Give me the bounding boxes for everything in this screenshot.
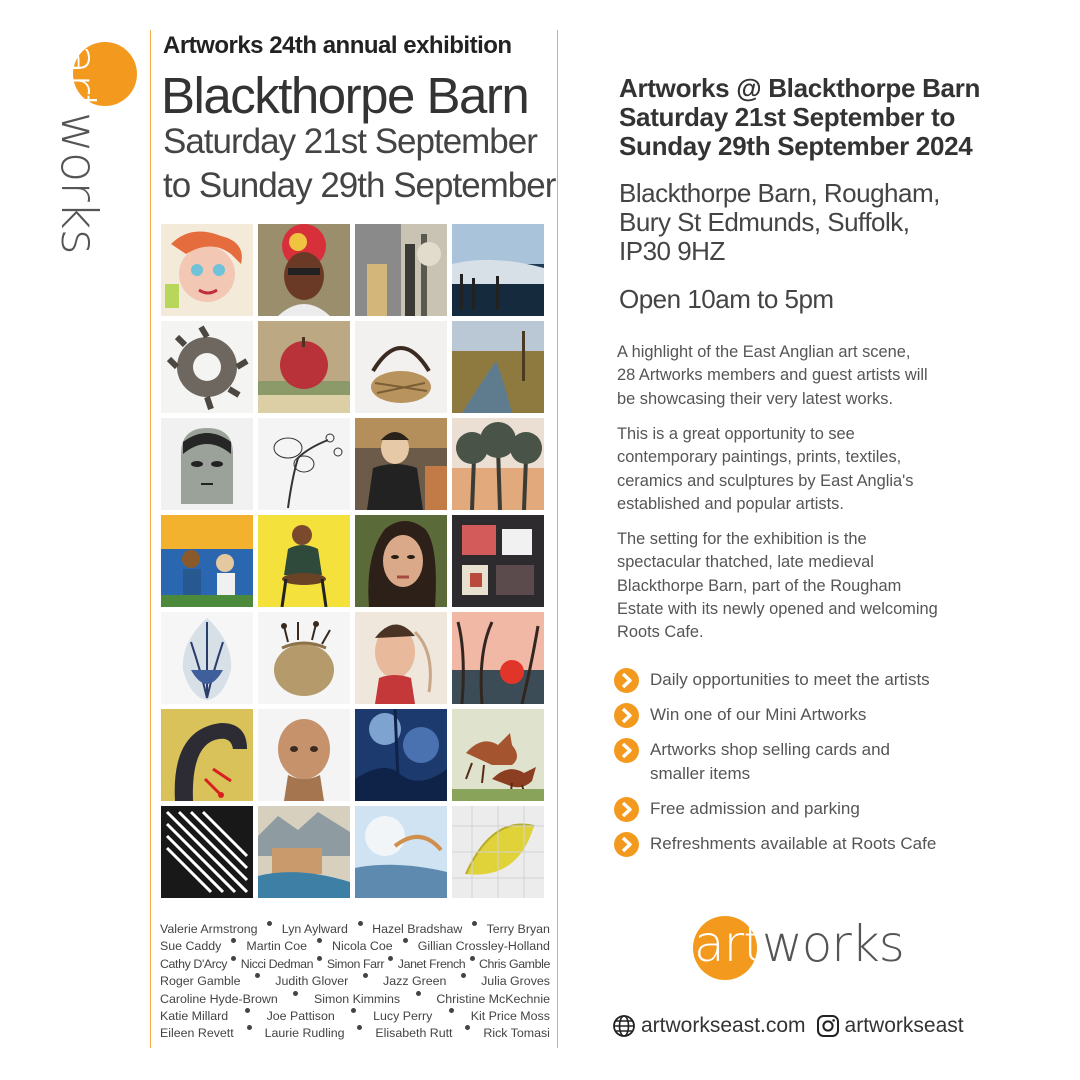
artwork-thumbnail: [355, 515, 447, 607]
website-link[interactable]: artworkseast.com: [641, 1014, 806, 1037]
opening-hours: Open 10am to 5pm: [619, 284, 834, 314]
event-title: [619, 74, 1039, 161]
event-title-line: Saturday 21st September to: [619, 102, 956, 132]
artwork-thumbnail: [258, 321, 350, 413]
event-title-line: Artworks @ Blackthorpe Barn: [619, 73, 981, 103]
venue-title: Blackthorpe Barn: [161, 67, 529, 124]
feature-item: [614, 738, 890, 786]
chevron-right-icon: [614, 738, 639, 763]
paragraph-line: 28 Artworks members and guest artists will: [617, 366, 928, 385]
paragraph-line: established and popular artists.: [617, 494, 844, 513]
artist-name: Simon Kimmins: [314, 991, 401, 1006]
artwork-thumbnail: [452, 709, 544, 801]
artist-name: Chris Gamble: [479, 956, 550, 971]
artist-name: Rick Tomasi: [483, 1026, 550, 1041]
separator-dot: [255, 973, 260, 978]
date-line-1: Saturday 21st September: [163, 122, 537, 161]
address-line: Bury St Edmunds, Suffolk,: [619, 207, 910, 237]
artwork-thumbnail: [452, 321, 544, 413]
artwork-thumbnail: [161, 612, 253, 704]
artist-name: Julia Groves: [481, 974, 550, 989]
paragraph-line: Roots Cafe.: [617, 623, 704, 642]
artwork-thumbnail: [355, 321, 447, 413]
separator-dot: [465, 1025, 470, 1030]
intro-paragraph: [617, 341, 987, 411]
address-line: Blackthorpe Barn, Rougham,: [619, 178, 940, 208]
artwork-thumbnail: [452, 515, 544, 607]
artist-name: Cathy D'Arcy: [160, 956, 228, 971]
chevron-right-icon: [614, 703, 639, 728]
separator-dot: [245, 1008, 250, 1013]
artists-row: [160, 956, 550, 973]
date-line-2: to Sunday 29th September: [163, 166, 556, 205]
venue-address: [619, 179, 940, 266]
paragraph-line: A highlight of the East Anglian art scene,: [617, 343, 911, 361]
artwork-grid: [161, 224, 544, 898]
artwork-thumbnail: [161, 418, 253, 510]
chevron-right-icon: [614, 832, 639, 857]
artist-name: Nicci Dedman: [240, 956, 314, 971]
artwork-thumbnail: [355, 224, 447, 316]
separator-dot: [472, 921, 477, 926]
artwork-thumbnail: [258, 709, 350, 801]
opportunity-paragraph: [617, 423, 987, 516]
chevron-right-icon: [614, 797, 639, 822]
separator-dot: [416, 991, 421, 996]
separator-dot: [351, 1008, 356, 1013]
instagram-icon: [816, 1014, 840, 1038]
feature-text: Daily opportunities to meet the artists: [650, 670, 930, 689]
paragraph-line: ceramics and sculptures by East Anglia's: [617, 471, 914, 490]
contact-links: [612, 1014, 964, 1038]
artwork-thumbnail: [258, 515, 350, 607]
artwork-thumbnail: [161, 224, 253, 316]
divider-right: [557, 30, 558, 1048]
separator-dot: [357, 1025, 362, 1030]
address-line: IP30 9HZ: [619, 236, 725, 266]
logo-wordmark: artworks: [694, 915, 904, 973]
artists-row: [160, 938, 550, 955]
artist-name: Jazz Green: [383, 974, 447, 989]
artwork-thumbnail: [355, 612, 447, 704]
separator-dot: [449, 1008, 454, 1013]
artist-name: Martin Coe: [246, 939, 307, 954]
separator-dot: [470, 956, 475, 961]
artwork-thumbnail: [452, 806, 544, 898]
artist-name: Gillian Crossley-Holland: [417, 939, 550, 954]
artists-list: [160, 921, 550, 1043]
artwork-thumbnail: [355, 709, 447, 801]
separator-dot: [267, 921, 272, 926]
event-title-line: Sunday 29th September 2024: [619, 131, 973, 161]
artist-name: Lyn Aylward: [281, 922, 348, 936]
separator-dot: [461, 973, 466, 978]
artist-name: Simon Farr: [326, 956, 385, 971]
artists-row: [160, 1008, 550, 1025]
separator-dot: [231, 956, 236, 961]
separator-dot: [247, 1025, 252, 1030]
artist-name: Kit Price Moss: [470, 1008, 550, 1023]
artwork-thumbnail: [355, 806, 447, 898]
exhibition-heading: Artworks 24th annual exhibition: [163, 32, 512, 59]
artwork-thumbnail: [161, 709, 253, 801]
feature-text: Refreshments available at Roots Cafe: [650, 834, 937, 853]
artist-name: Katie Millard: [160, 1008, 229, 1023]
paragraph-line: contemporary paintings, prints, textiles,: [617, 448, 902, 467]
paragraph-line: This is a great opportunity to see: [617, 425, 855, 443]
feature-item: [614, 797, 860, 822]
artists-row: [160, 973, 550, 990]
artist-name: Eileen Revett: [160, 1026, 234, 1041]
separator-dot: [231, 938, 236, 943]
separator-dot: [363, 973, 368, 978]
artists-row: [160, 921, 550, 938]
feature-item: [614, 832, 936, 857]
artist-name: Joe Pattison: [266, 1008, 335, 1023]
artwork-thumbnail: [452, 224, 544, 316]
side-artworks-logo: [50, 38, 144, 254]
artwork-thumbnail: [161, 806, 253, 898]
artist-name: Elisabeth Rutt: [375, 1026, 453, 1041]
feature-text: Artworks shop selling cards and: [650, 740, 891, 759]
separator-dot: [317, 938, 322, 943]
artist-name: Sue Caddy: [160, 939, 222, 954]
paragraph-line: be showcasing their very latest works.: [617, 389, 894, 408]
separator-dot: [317, 956, 322, 961]
artist-name: Janet French: [397, 956, 466, 971]
feature-item: [614, 703, 866, 728]
instagram-handle[interactable]: artworkseast: [844, 1014, 964, 1037]
paragraph-line: The setting for the exhibition is the: [617, 530, 867, 548]
paragraph-line: spectacular thatched, late medieval: [617, 553, 874, 572]
artwork-thumbnail: [452, 612, 544, 704]
artist-name: Nicola Coe: [332, 939, 393, 954]
artists-row: [160, 991, 550, 1008]
chevron-right-icon: [614, 668, 639, 693]
separator-dot: [358, 921, 363, 926]
artist-name: Roger Gamble: [160, 974, 241, 989]
artists-row: [160, 1025, 550, 1042]
artist-name: Laurie Rudling: [264, 1026, 345, 1041]
artwork-thumbnail: [258, 224, 350, 316]
globe-icon: [612, 1014, 636, 1038]
feature-item: [614, 668, 930, 693]
artwork-thumbnail: [161, 321, 253, 413]
artworks-logo: [690, 912, 904, 984]
artist-name: Valerie Armstrong: [160, 922, 258, 936]
artwork-thumbnail: [452, 418, 544, 510]
artist-name: Judith Glover: [275, 974, 349, 989]
separator-dot: [403, 938, 408, 943]
artwork-thumbnail: [161, 515, 253, 607]
paragraph-line: Estate with its newly opened and welcoming: [617, 599, 938, 618]
artist-name: Caroline Hyde-Brown: [160, 991, 278, 1006]
artist-name: Terry Bryan: [486, 922, 550, 936]
artwork-thumbnail: [258, 418, 350, 510]
artwork-thumbnail: [355, 418, 447, 510]
artwork-thumbnail: [258, 612, 350, 704]
artist-name: Christine McKechnie: [436, 991, 550, 1006]
side-logo-wordmark: artworks: [50, 44, 108, 254]
paragraph-line: Blackthorpe Barn, part of the Rougham: [617, 576, 902, 595]
separator-dot: [293, 991, 298, 996]
divider-left: [150, 30, 151, 1048]
feature-text: Free admission and parking: [650, 799, 860, 818]
artwork-thumbnail: [258, 806, 350, 898]
feature-text: smaller items: [650, 764, 751, 783]
setting-paragraph: [617, 528, 987, 644]
feature-text: Win one of our Mini Artworks: [650, 705, 867, 724]
artist-name: Lucy Perry: [373, 1008, 433, 1023]
separator-dot: [388, 956, 393, 961]
artist-name: Hazel Bradshaw: [372, 922, 463, 936]
